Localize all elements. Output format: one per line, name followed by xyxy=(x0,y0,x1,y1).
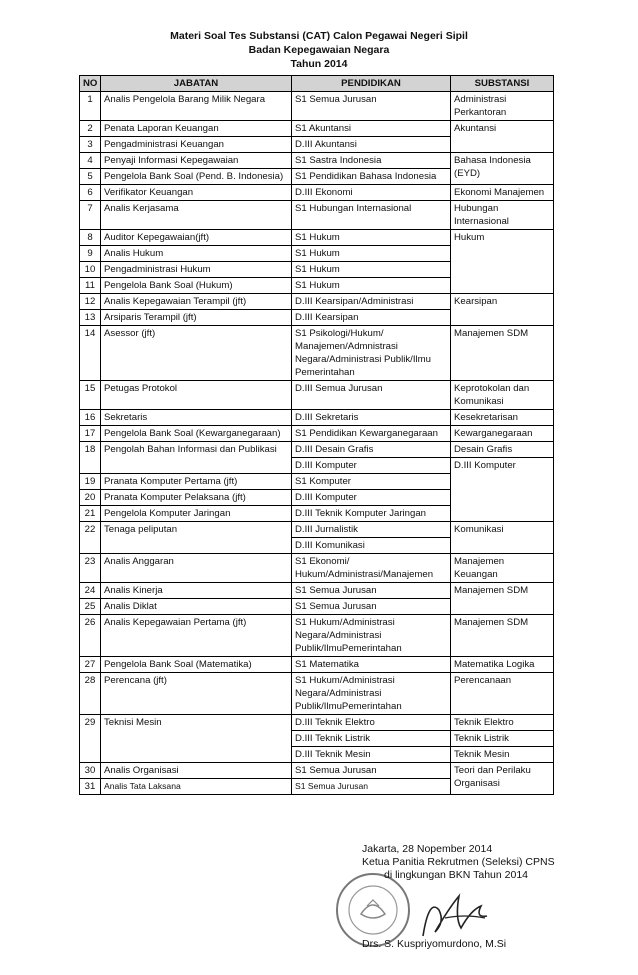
row-jabatan: Pengelola Bank Soal (Kewarganegaraan) xyxy=(101,426,292,442)
row-pendidikan: D.III Komunikasi xyxy=(292,538,451,554)
row-no: 10 xyxy=(80,262,101,278)
row-jabatan: Perencana (jft) xyxy=(101,673,292,715)
row-substansi: Kewarganegaraan xyxy=(451,426,554,442)
row-jabatan: Analis Tata Laksana xyxy=(101,779,292,795)
row-pendidikan: D.III Teknik Elektro xyxy=(292,715,451,731)
row-pendidikan: D.III Teknik Komputer Jaringan xyxy=(292,506,451,522)
row-substansi: Keprotokolan dan Komunikasi xyxy=(451,381,554,410)
table-row xyxy=(80,326,554,381)
row-jabatan: Verifikator Keuangan xyxy=(101,185,292,201)
row-pendidikan: S1 Ekonomi/ Hukum/Administrasi/Manajemen xyxy=(292,554,451,583)
row-no: 8 xyxy=(80,230,101,246)
row-no: 11 xyxy=(80,278,101,294)
row-jabatan: Analis Hukum xyxy=(101,246,292,262)
row-pendidikan: D.III Sekretaris xyxy=(292,410,451,426)
table-row xyxy=(80,410,554,426)
table-row xyxy=(80,554,554,583)
row-pendidikan: S1 Pendidikan Bahasa Indonesia xyxy=(292,169,451,185)
row-no: 27 xyxy=(80,657,101,673)
row-substansi: Bahasa Indonesia (EYD) xyxy=(451,153,554,185)
row-jabatan: Pengelola Bank Soal (Matematika) xyxy=(101,657,292,673)
row-pendidikan: D.III Komputer xyxy=(292,458,451,474)
row-no: 18 xyxy=(80,442,101,474)
row-jabatan: Auditor Kepegawaian(jft) xyxy=(101,230,292,246)
row-jabatan: Pengadministrasi Keuangan xyxy=(101,137,292,153)
row-jabatan: Analis Kepegawaian Pertama (jft) xyxy=(101,615,292,657)
row-no: 22 xyxy=(80,522,101,554)
row-pendidikan: D.III Teknik Mesin xyxy=(292,747,451,763)
row-jabatan: Arsiparis Terampil (jft) xyxy=(101,310,292,326)
row-jabatan: Penyaji Informasi Kepegawaian xyxy=(101,153,292,169)
row-pendidikan: S1 Komputer xyxy=(292,474,451,490)
table-row xyxy=(80,615,554,657)
table-row xyxy=(80,715,554,731)
table-row xyxy=(80,201,554,230)
row-pendidikan: S1 Semua Jurusan xyxy=(292,599,451,615)
row-pendidikan: S1 Hukum xyxy=(292,278,451,294)
row-jabatan: Penata Laporan Keuangan xyxy=(101,121,292,137)
row-pendidikan: S1 Psikologi/Hukum/ Manajemen/Admnistrasi Negara/Administrasi Publik/Ilmu Pemerintahan xyxy=(292,326,451,381)
row-no: 14 xyxy=(80,326,101,381)
table-header-row xyxy=(80,76,554,92)
row-no: 28 xyxy=(80,673,101,715)
table-row xyxy=(80,294,554,310)
row-substansi: Hubungan Internasional xyxy=(451,201,554,230)
row-pendidikan: D.III Desain Grafis xyxy=(292,442,451,458)
row-no: 20 xyxy=(80,490,101,506)
row-no: 9 xyxy=(80,246,101,262)
row-pendidikan: S1 Sastra Indonesia xyxy=(292,153,451,169)
row-substansi: Teknik Elektro xyxy=(451,715,554,731)
row-pendidikan: S1 Semua Jurusan xyxy=(292,92,451,121)
column-header-no: NO xyxy=(80,76,101,92)
row-pendidikan: D.III Semua Jurusan xyxy=(292,381,451,410)
row-jabatan: Analis Kepegawaian Terampil (jft) xyxy=(101,294,292,310)
row-substansi: Manajemen SDM xyxy=(451,583,554,615)
table-row xyxy=(80,673,554,715)
signature-block xyxy=(362,843,582,951)
table-row xyxy=(80,92,554,121)
row-pendidikan: S1 Akuntansi xyxy=(292,121,451,137)
row-no: 24 xyxy=(80,583,101,599)
row-jabatan: Tenaga peliputan xyxy=(101,522,292,554)
row-substansi: D.III Komputer xyxy=(451,458,554,522)
signature-title-line2: di lingkungan BKN Tahun 2014 xyxy=(384,869,529,881)
row-substansi: Teknik Listrik xyxy=(451,731,554,747)
row-pendidikan: D.III Kearsipan xyxy=(292,310,451,326)
row-substansi: Komunikasi xyxy=(451,522,554,554)
column-header-jabatan: JABATAN xyxy=(101,76,292,92)
row-pendidikan: S1 Semua Jurusan xyxy=(292,763,451,779)
table-row xyxy=(80,522,554,538)
row-jabatan: Analis Anggaran xyxy=(101,554,292,583)
column-header-pendidikan: PENDIDIKAN xyxy=(292,76,451,92)
row-substansi: Kearsipan xyxy=(451,294,554,326)
header-title: Materi Soal Tes Substansi (CAT) Calon Pegawai Negeri Sipil xyxy=(170,30,468,42)
row-no: 17 xyxy=(80,426,101,442)
row-pendidikan: D.III Kearsipan/Administrasi xyxy=(292,294,451,310)
column-header-substansi: SUBSTANSI xyxy=(451,76,554,92)
row-no: 30 xyxy=(80,763,101,779)
row-jabatan: Pengadministrasi Hukum xyxy=(101,262,292,278)
signature-place-date: Jakarta, 28 Nopember 2014 xyxy=(362,843,493,855)
row-jabatan: Petugas Protokol xyxy=(101,381,292,410)
header-year: Tahun 2014 xyxy=(290,58,348,70)
row-no: 15 xyxy=(80,381,101,410)
row-pendidikan: S1 Hukum/Administrasi Negara/Administrasi Publik/IlmuPemerintahan xyxy=(292,673,451,715)
row-substansi: Desain Grafis xyxy=(451,442,554,458)
row-pendidikan: D.III Jurnalistik xyxy=(292,522,451,538)
row-pendidikan: D.III Ekonomi xyxy=(292,185,451,201)
row-jabatan: Pengelola Komputer Jaringan xyxy=(101,506,292,522)
row-no: 12 xyxy=(80,294,101,310)
table-row xyxy=(80,230,554,246)
row-no: 13 xyxy=(80,310,101,326)
table-row xyxy=(80,657,554,673)
table-row xyxy=(80,185,554,201)
row-jabatan: Pranata Komputer Pelaksana (jft) xyxy=(101,490,292,506)
row-no: 6 xyxy=(80,185,101,201)
row-no: 26 xyxy=(80,615,101,657)
row-substansi: Teknik Mesin xyxy=(451,747,554,763)
signature-title-line1: Ketua Panitia Rekrutmen (Seleksi) CPNS xyxy=(362,856,555,868)
row-no: 7 xyxy=(80,201,101,230)
row-pendidikan: S1 Hukum xyxy=(292,262,451,278)
row-substansi: Hukum xyxy=(451,230,554,294)
row-substansi: Administrasi Perkantoran xyxy=(451,92,554,121)
row-substansi: Manajemen Keuangan xyxy=(451,554,554,583)
row-no: 21 xyxy=(80,506,101,522)
row-pendidikan: D.III Teknik Listrik xyxy=(292,731,451,747)
row-jabatan: Analis Organisasi xyxy=(101,763,292,779)
row-pendidikan: S1 Hukum/Administrasi Negara/Administrasi Publik/IlmuPemerintahan xyxy=(292,615,451,657)
row-jabatan: Sekretaris xyxy=(101,410,292,426)
row-no: 1 xyxy=(80,92,101,121)
row-substansi: Kesekretarisan xyxy=(451,410,554,426)
row-substansi: Teori dan Perilaku Organisasi xyxy=(451,763,554,795)
table-row xyxy=(80,763,554,779)
row-pendidikan: S1 Pendidikan Kewarganegaraan xyxy=(292,426,451,442)
header-agency: Badan Kepegawaian Negara xyxy=(248,44,390,56)
row-no: 16 xyxy=(80,410,101,426)
row-pendidikan: D.III Akuntansi xyxy=(292,137,451,153)
row-jabatan: Analis Diklat xyxy=(101,599,292,615)
row-no: 25 xyxy=(80,599,101,615)
row-jabatan: Analis Kerjasama xyxy=(101,201,292,230)
row-jabatan: Analis Pengelola Barang Milik Negara xyxy=(101,92,292,121)
row-substansi: Akuntansi xyxy=(451,121,554,153)
table-row xyxy=(80,381,554,410)
row-pendidikan: S1 Hubungan Internasional xyxy=(292,201,451,230)
document-header xyxy=(0,29,638,71)
row-substansi: Manajemen SDM xyxy=(451,615,554,657)
row-no: 29 xyxy=(80,715,101,763)
row-substansi: Matematika Logika xyxy=(451,657,554,673)
table-row xyxy=(80,583,554,599)
row-pendidikan: S1 Hukum xyxy=(292,230,451,246)
row-pendidikan: S1 Matematika xyxy=(292,657,451,673)
row-substansi: Manajemen SDM xyxy=(451,326,554,381)
row-pendidikan: S1 Hukum xyxy=(292,246,451,262)
row-pendidikan: D.III Komputer xyxy=(292,490,451,506)
row-jabatan: Pengelola Bank Soal (Hukum) xyxy=(101,278,292,294)
row-substansi: Ekonomi Manajemen xyxy=(451,185,554,201)
row-pendidikan: S1 Semua Jurusan xyxy=(292,583,451,599)
table-row xyxy=(80,121,554,137)
table-row xyxy=(80,153,554,169)
row-no: 4 xyxy=(80,153,101,169)
row-no: 5 xyxy=(80,169,101,185)
row-no: 3 xyxy=(80,137,101,153)
table-row xyxy=(80,426,554,442)
row-pendidikan: S1 Semua Jurusan xyxy=(292,779,451,795)
row-jabatan: Asessor (jft) xyxy=(101,326,292,381)
row-no: 31 xyxy=(80,779,101,795)
row-jabatan: Pengelola Bank Soal (Pend. B. Indonesia) xyxy=(101,169,292,185)
row-no: 2 xyxy=(80,121,101,137)
row-jabatan: Analis Kinerja xyxy=(101,583,292,599)
signatory-name: Drs. S. Kuspriyomurdono, M.Si xyxy=(362,938,507,950)
row-no: 19 xyxy=(80,474,101,490)
row-substansi: Perencanaan xyxy=(451,673,554,715)
row-jabatan: Pengolah Bahan Informasi dan Publikasi xyxy=(101,442,292,474)
materi-table xyxy=(79,75,554,795)
row-jabatan: Pranata Komputer Pertama (jft) xyxy=(101,474,292,490)
table-row xyxy=(80,442,554,458)
row-jabatan: Teknisi Mesin xyxy=(101,715,292,763)
row-no: 23 xyxy=(80,554,101,583)
